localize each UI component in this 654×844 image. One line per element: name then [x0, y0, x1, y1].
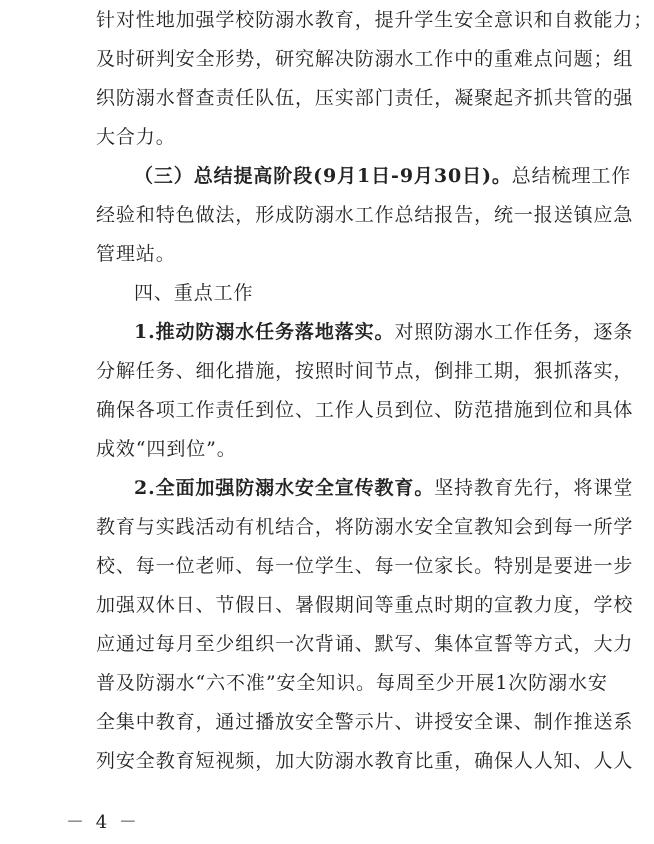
stage3-first-line — [134, 164, 632, 188]
body-line: 校、每一位老师、每一位学生、每一位家长。特别是要进一步 — [96, 555, 634, 577]
body-line: 及时研判安全形势，研究解决防溺水工作中的重难点问题；组 — [96, 48, 634, 70]
stage3-text: 总结梳理工作 — [511, 165, 632, 187]
item1-text: 对照防溺水工作任务，逐条 — [394, 321, 634, 343]
body-line: 确保各项工作责任到位、工作人员到位、防范措施到位和具体 — [96, 399, 634, 421]
body-line: 成效“四到位”。 — [96, 438, 237, 460]
body-line: 教育与实践活动有机结合，将防溺水安全宣教知会到每一所学 — [96, 516, 634, 538]
stage3-label: （三）总结提高阶段(9月1日-9月30日)。 — [134, 165, 512, 187]
body-line: 全集中教育，通过播放安全警示片、讲授安全课、制作推送系 — [96, 711, 634, 733]
item2-text: 坚持教育先行，将课堂 — [434, 477, 634, 499]
body-line: 应通过每月至少组织一次背诵、默写、集体宣誓等方式，大力 — [96, 633, 634, 655]
item2-label: 2.全面加强防溺水安全宣传教育。 — [134, 477, 435, 499]
body-line: 普及防溺水“六不准”安全知识。每周至少开展1次防溺水安 — [96, 672, 608, 694]
page-number: － 4 － — [66, 812, 140, 833]
body-line: 列安全教育短视频，加大防溺水教育比重，确保人人知、人人 — [96, 750, 634, 772]
item1-first-line — [134, 320, 634, 344]
body-line: 管理站。 — [96, 243, 176, 265]
body-line: 分解任务、细化措施，按照时间节点，倒排工期，狠抓落实， — [96, 360, 634, 382]
item2-first-line — [134, 476, 634, 500]
body-line: 织防溺水督查责任队伍，压实部门责任，凝聚起齐抓共管的强 — [96, 87, 634, 109]
section-heading: 四、重点工作 — [134, 282, 254, 304]
body-line: 大合力。 — [96, 126, 176, 148]
body-line: 经验和特色做法，形成防溺水工作总结报告，统一报送镇应急 — [96, 204, 634, 226]
body-line: 针对性地加强学校防溺水教育，提升学生安全意识和自救能力； — [96, 9, 654, 31]
item1-label: 1.推动防溺水任务落地落实。 — [134, 321, 395, 343]
body-line: 加强双休日、节假日、暑假期间等重点时期的宣教力度，学校 — [96, 594, 634, 616]
